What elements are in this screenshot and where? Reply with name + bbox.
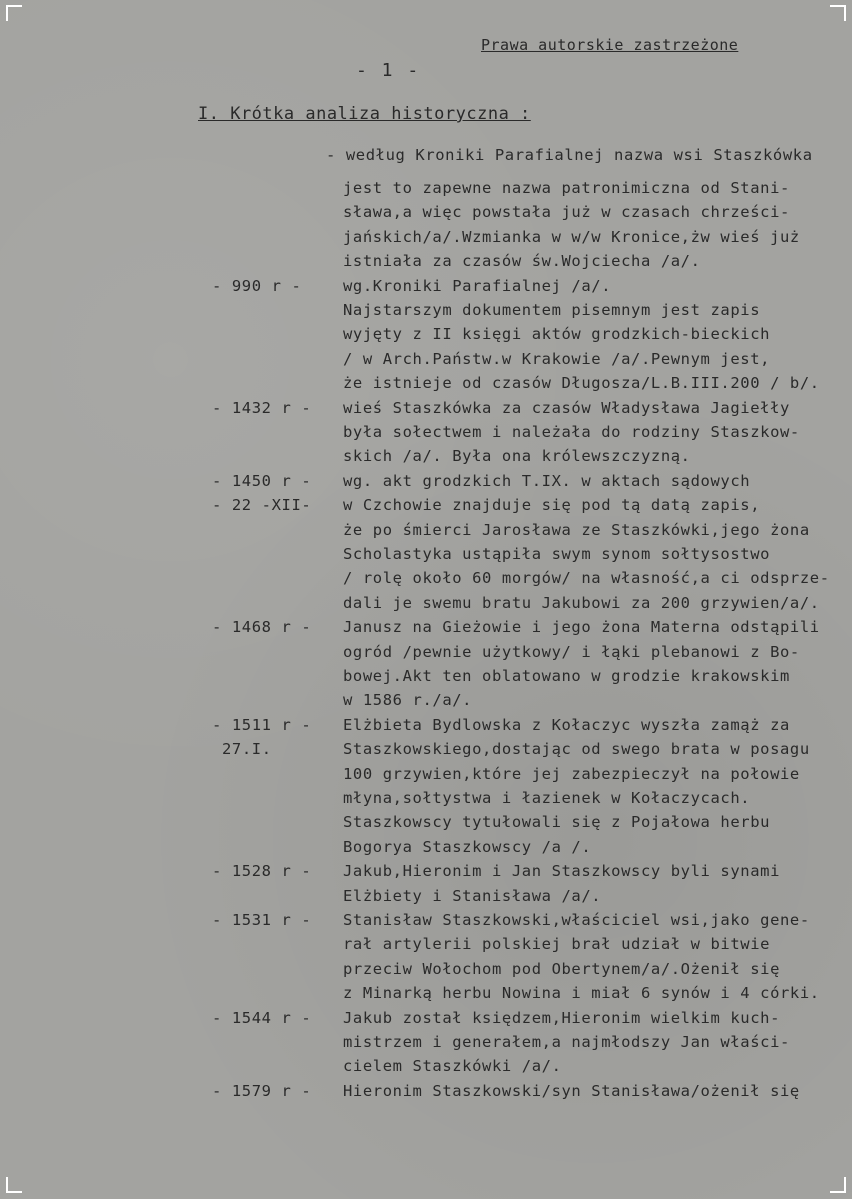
- entry-text-line: Staszkowscy tytułowali się z Pojałowa herbu: [343, 813, 771, 832]
- entry-text-line: że istnieje od czasów Długosza/L.B.III.200 / b/.: [343, 374, 820, 393]
- entry-text-line: bowej.Akt ten oblatowano w grodzie krakowskim: [343, 667, 790, 685]
- entry-date: - 990 r -: [212, 276, 302, 295]
- entry-text-line: / rolę około 60 morgów/ na własność,a ci odsprze-: [343, 569, 830, 588]
- scan-corner-mark: [830, 5, 846, 21]
- intro-line: - według Kroniki Parafialnej nazwa wsi Staszkówka: [326, 146, 813, 164]
- scan-corner-mark: [830, 1177, 846, 1193]
- entry-text-line: Elżbiety i Stanisława /a/.: [343, 886, 602, 905]
- entry-text-line: Janusz na Gieżowie i jego żona Materna odstąpili: [343, 618, 820, 637]
- entry-text-line: Scholastyka ustąpiła swym synom sołtysostwo: [343, 545, 771, 563]
- entry-date: - 1579 r -: [212, 1081, 312, 1100]
- entry-date: - 1432 r -: [212, 398, 312, 417]
- entry-text-line: Bogorya Staszkowscy /a /.: [343, 837, 592, 856]
- entry-text-line: w Czchowie znajduje się pod tą datą zapis,: [343, 496, 761, 515]
- entry-text-line: 100 grzywien,które jej zabezpieczył na połowie: [343, 764, 800, 783]
- entry-text-line: przeciw Wołochom pod Obertynem/a/.Ożenił się: [343, 959, 780, 978]
- entry-text-line: jest to zapewne nazwa patronimiczna od Stani-: [343, 179, 790, 197]
- entry-text-line: Najstarszym dokumentem pisemnym jest zapis: [343, 301, 761, 319]
- copyright-notice: Prawa autorskie zastrzeżone: [481, 36, 739, 54]
- entry-date: 27.I.: [222, 740, 272, 759]
- entry-text-line: Jakub,Hieronim i Jan Staszkowscy byli synami: [343, 862, 780, 881]
- entry-date: - 1528 r -: [212, 862, 312, 881]
- entry-date: - 1544 r -: [212, 1008, 312, 1027]
- entry-text-line: mistrzem i generałem,a najmłodszy Jan właści-: [343, 1033, 790, 1051]
- entry-text-line: Stanisław Staszkowski,właściciel wsi,jako gene-: [343, 911, 810, 929]
- entry-date: - 1511 r -: [212, 715, 312, 734]
- page-number: - 1 -: [356, 60, 421, 81]
- entry-text-line: skich /a/. Była ona królewszczyzną.: [343, 447, 691, 466]
- entry-text-line: Hieronim Staszkowski/syn Stanisława/ożenił się: [343, 1081, 800, 1100]
- entry-date: - 1531 r -: [212, 911, 312, 929]
- entry-date: - 22 -XII-: [212, 496, 312, 515]
- entry-text-line: wyjęty z II księgi aktów grodzkich-bieckich: [343, 325, 771, 344]
- entry-date: - 1450 r -: [212, 471, 312, 490]
- entry-text-line: wg. akt grodzkich T.IX. w aktach sądowych: [343, 471, 751, 490]
- entry-text-line: dali je swemu bratu Jakubowi za 200 grzywien/a/.: [343, 593, 820, 612]
- entry-text-line: wieś Staszkówka za czasów Władysława Jagiełły: [343, 398, 790, 417]
- entry-text-line: Staszkowskiego,dostając od swego brata w posagu: [343, 740, 810, 759]
- entry-text-line: cielem Staszkówki /a/.: [343, 1057, 562, 1076]
- entry-text-line: wg.Kroniki Parafialnej /a/.: [343, 276, 612, 295]
- entry-text-line: młyna,sołtystwa i łazienek w Kołaczycach.: [343, 789, 751, 807]
- section-heading: I. Krótka analiza historyczna :: [198, 104, 531, 124]
- entry-text-line: z Minarką herbu Nowina i miał 6 synów i 4 córki.: [343, 984, 820, 1003]
- entry-text-line: sława,a więc powstała już w czasach chrześci-: [343, 203, 790, 222]
- entry-text-line: jańskich/a/.Wzmianka w w/w Kronice,żw wieś już: [343, 227, 800, 246]
- entry-text-line: istniała za czasów św.Wojciecha /a/.: [343, 252, 701, 271]
- entry-text-line: że po śmierci Jarosława ze Staszkówki,jego żona: [343, 520, 810, 539]
- entry-text-line: w 1586 r./a/.: [343, 691, 473, 710]
- entry-text-line: rał artylerii polskiej brał udział w bitwie: [343, 935, 771, 954]
- entry-date: - 1468 r -: [212, 618, 312, 637]
- entry-text-line: ogród /pewnie użytkowy/ i łąki plebanowi z Bo-: [343, 642, 800, 661]
- entry-text-line: Elżbieta Bydlowska z Kołaczyc wyszła zamąż za: [343, 715, 790, 734]
- scan-corner-mark: [6, 1177, 22, 1193]
- scan-corner-mark: [6, 5, 22, 21]
- entry-text-line: / w Arch.Państw.w Krakowie /a/.Pewnym jest,: [343, 349, 771, 368]
- entry-text-line: była sołectwem i należała do rodziny Staszkow-: [343, 423, 800, 441]
- entry-text-line: Jakub został księdzem,Hieronim wielkim kuch-: [343, 1008, 780, 1027]
